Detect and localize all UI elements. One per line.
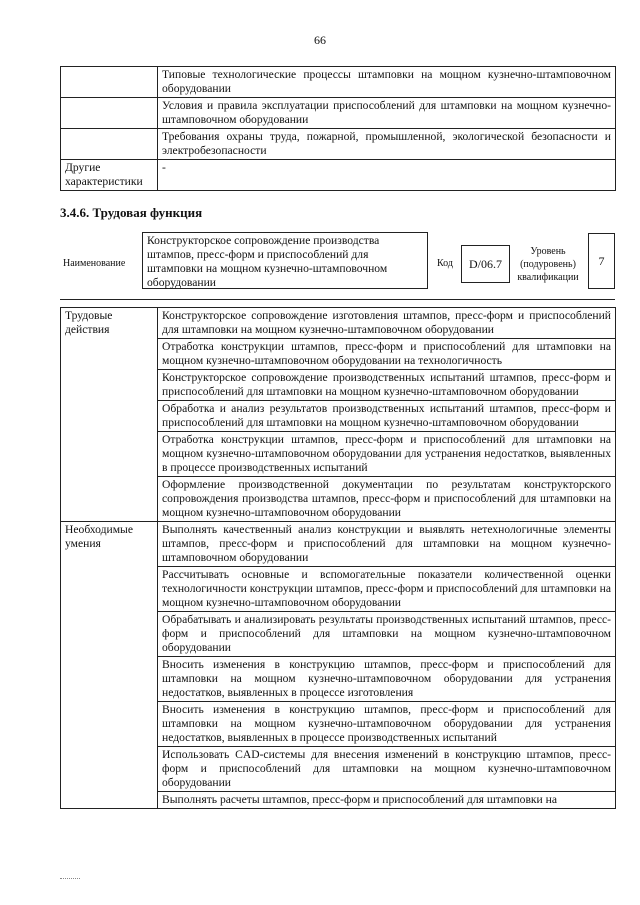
table-row [61, 160, 616, 191]
code-label: Код [437, 258, 453, 269]
section-title: 3.4.6. Трудовая функция [60, 205, 203, 220]
code-value: D/06.7 [461, 245, 510, 283]
table-row [61, 129, 616, 160]
row-label [61, 67, 158, 98]
list-item: Обрабатывать и анализировать результаты производственных испытаний штампов, пресс-форм и приспособлений для штамповки на мощном кузнечно-штамповочном оборудовании [158, 612, 616, 657]
list-item: Выполнять расчеты штампов, пресс-форм и приспособлений для штамповки на [158, 792, 616, 809]
table-row [61, 98, 616, 129]
table-row [61, 522, 616, 567]
list-item: Выполнять качественный анализ конструкции и выявлять нетехнологичные элементы штампов, пресс-форм и приспособлений для штамповки на мощном кузнечно-штамповочном оборудовании [158, 522, 616, 567]
divider [60, 299, 615, 300]
page-number: 66 [314, 33, 326, 47]
row-label: Другие характеристики [61, 160, 158, 191]
function-name: Конструкторское сопровождение производства штампов, пресс-форм и приспособлений для штамповки на мощном кузнечно-штамповочном оборудовании [142, 232, 428, 289]
row-label [61, 98, 158, 129]
level-label: Уровень (подуровень) квалификации [517, 246, 579, 283]
list-item: Вносить изменения в конструкцию штампов, пресс-форм и приспособлений для штамповки на мощном кузнечно-штамповочном оборудовании для устранения недостатков, выявленных в процессе изготовления [158, 657, 616, 702]
row-text: - [158, 160, 616, 191]
list-item: Использовать CAD-системы для внесения изменений в конструкцию штампов, пресс-форм и приспособлений для штамповки на мощном кузнечно-штамповочном оборудовании [158, 747, 616, 792]
list-item: Отработка конструкции штампов, пресс-форм и приспособлений для штамповки на мощном кузнечно-штамповочном оборудовании на технологичность [158, 339, 616, 370]
list-item: Оформление производственной документации по результатам конструкторского сопровождения производства штампов, пресс-форм и приспособлений для штамповки на мощном кузнечно-штамповочном оборудовании [158, 477, 616, 522]
table-row [61, 67, 616, 98]
row-text: Типовые технологические процессы штамповки на мощном кузнечно-штамповочном оборудовании [158, 67, 616, 98]
list-item: Конструкторское сопровождение изготовления штампов, пресс-форм и приспособлений для штамповки на мощном кузнечно-штамповочном оборудовании [158, 308, 616, 339]
scan-mark [60, 878, 80, 879]
list-item: Рассчитывать основные и вспомогательные показатели количественной оценки технологичности конструкции штампов, пресс-форм и приспособлений для штамповки на мощном кузнечно-штамповочном оборудовании [158, 567, 616, 612]
list-item: Конструкторское сопровождение производственных испытаний штампов, пресс-форм и приспособлений для штамповки на мощном кузнечно-штамповочном оборудовании [158, 370, 616, 401]
list-item: Отработка конструкции штампов, пресс-форм и приспособлений для штамповки на мощном кузнечно-штамповочном оборудовании для устранения недостатков, выявленных в процессе производственных испытаний [158, 432, 616, 477]
top-table [60, 66, 616, 191]
list-item: Вносить изменения в конструкцию штампов, пресс-форм и приспособлений для штамповки на мощном кузнечно-штамповочном оборудовании для устранения недостатков, выявленных в процессе производственных испытаний [158, 702, 616, 747]
table-row [61, 308, 616, 339]
row-text: Условия и правила эксплуатации приспособлений для штамповки на мощном кузнечно-штамповочном оборудовании [158, 98, 616, 129]
group-label-skills: Необходимые умения [61, 522, 158, 809]
name-label: Наименование [63, 258, 126, 269]
level-value: 7 [588, 233, 615, 289]
row-label [61, 129, 158, 160]
row-text: Требования охраны труда, пожарной, промышленной, экологической безопасности и электробезопасности [158, 129, 616, 160]
group-label-actions: Трудовые действия [61, 308, 158, 522]
main-table [60, 307, 616, 809]
list-item: Обработка и анализ результатов производственных испытаний штампов, пресс-форм и приспособлений для штамповки на мощном кузнечно-штамповочном оборудовании [158, 401, 616, 432]
